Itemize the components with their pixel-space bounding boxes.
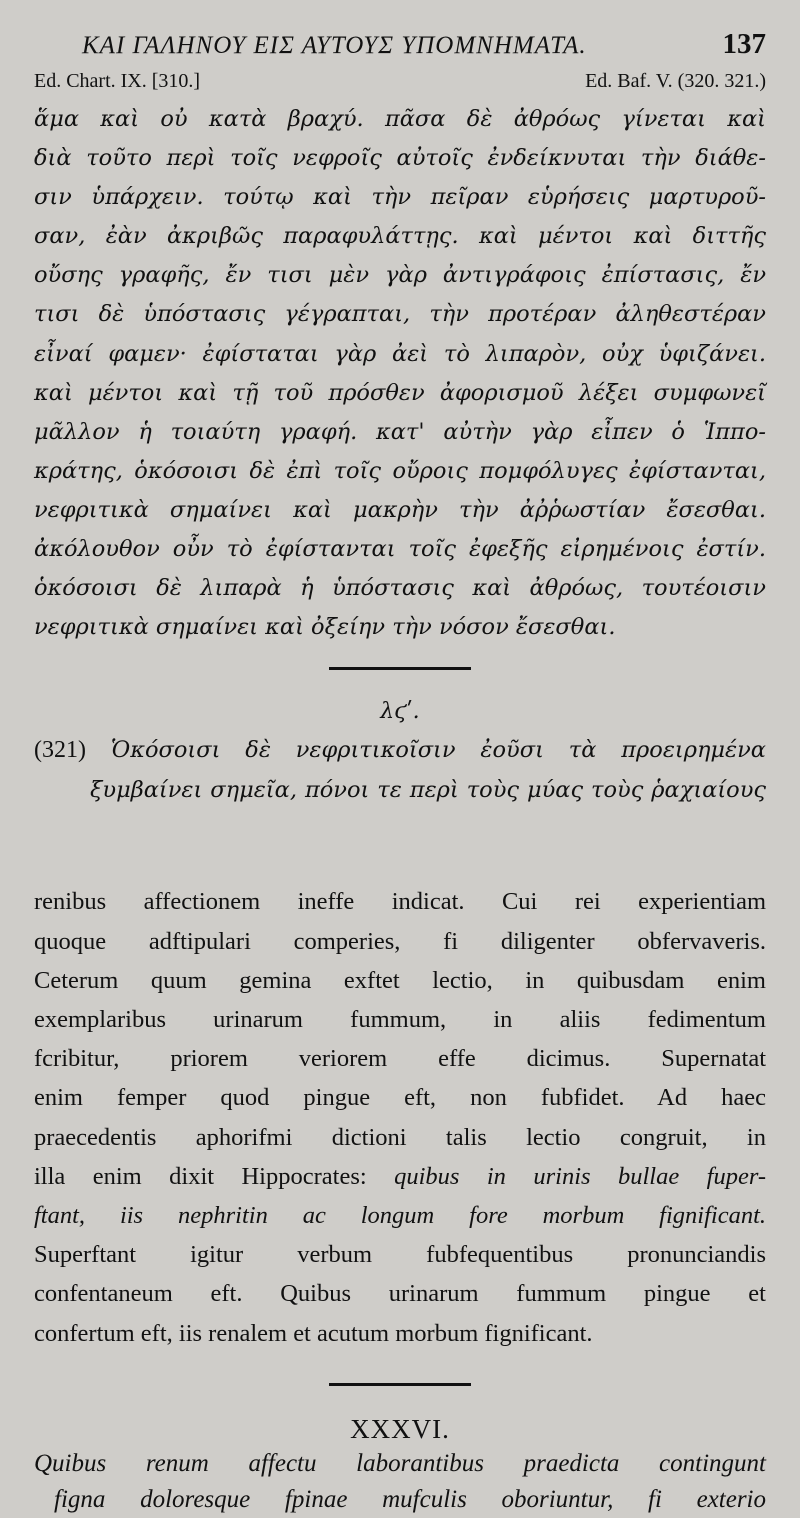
text-line: τισι δὲ ὑπόστασις γέγραπται, τὴν προτέραν ἀληθεστέραν (34, 301, 766, 328)
greek-section-number: λϛʹ. (380, 699, 420, 725)
page-number: 137 (722, 28, 766, 60)
text-line: praecedentis aphorifmi dictioni talis lectio congruit, in (34, 1123, 766, 1151)
quoted-aphorism: ftant, iis nephritin ac longum fore morbum fignificant. (34, 1201, 766, 1229)
text-line (34, 1157, 766, 1196)
text-line: σιν ὑπάρχειν. τούτῳ καὶ τὴν πεῖραν εὑρήσεις μαρτυροῦ- (34, 184, 766, 211)
text-line: κράτης, ὁκόσοισι δὲ ἐπὶ τοῖς οὔροις πομφόλυγες ἐφίστανται, (34, 457, 766, 484)
text-line (34, 1196, 766, 1235)
text-line: Ceterum quum gemina exftet lectio, in quibusdam enim (34, 966, 766, 994)
text-line: καὶ μέντοι καὶ τῇ τοῦ πρόσθεν ἀφορισμοῦ λέξει συμφωνεῖ (34, 379, 766, 406)
text-line: fcribitur, priorem veriorem effe dicimus. Supernatat (34, 1045, 766, 1073)
text-line: μᾶλλον ἡ τοιαύτη γραφή. κατ' αὐτὴν γὰρ εἶπεν ὁ Ἱππο- (34, 418, 766, 445)
aphorism-line: figna doloresque fpinae mufculis oboriuntur, fi exterio (54, 1485, 766, 1513)
quoted-aphorism: quibus in urinis bullae fuper- (394, 1162, 767, 1190)
edition-right: Ed. Baf. V. (320. 321.) (585, 70, 766, 92)
text-line: confertum eft, iis renalem et acutum morbum fignificant. (34, 1319, 593, 1347)
text-line: quoque adftipulari comperies, fi diligenter obfervaveris. (34, 927, 766, 955)
text-line: ὁκόσοισι δὲ λιπαρὰ ἡ ὑπόστασις καὶ ἀθρόως, τουτέοισιν (34, 575, 766, 602)
text-line: διὰ τοῦτο περὶ τοῖς νεφροῖς αὐτοῖς ἐνδείκνυται τὴν διάθε- (34, 145, 766, 172)
latin-commentary (34, 882, 766, 1352)
aphorism-line: ξυμβαίνει σημεῖα, πόνοι τε περὶ τοὺς μύας τοὺς ῥαχιαίους (90, 777, 766, 804)
aphorism-label: (321) (34, 737, 86, 764)
text-line: renibus affectionem ineffe indicat. Cui rei experientiam (34, 888, 766, 916)
text-line: exemplaribus urinarum fummum, in aliis fedimentum (34, 1005, 766, 1033)
text-line: confentaneum eft. Quibus urinarum fummum pingue et (34, 1280, 766, 1308)
text-line: ἀκόλουθον οὖν τὸ ἐφίστανται τοῖς ἐφεξῆς εἰρημένοις ἐστίν. (34, 536, 766, 563)
edition-references (34, 70, 766, 100)
text-line: εἶναί φαμεν· ἐφίσταται γὰρ ἀεὶ τὸ λιπαρὸν, οὐχ ὑφιζάνει. (34, 340, 766, 367)
aphorism-line: Quibus renum affectu laborantibus praedicta contingunt (34, 1449, 766, 1477)
aphorism-text: Ὁκόσοισι δὲ νεφριτικοῖσιν ἐοῦσι τὰ προειρημένα (110, 737, 767, 764)
text-line: σαν, ἐὰν ἀκριβῶς παραφυλάττῃς. καὶ μέντοι καὶ διττῆς (34, 223, 766, 250)
greek-commentary (34, 100, 766, 647)
text-fragment: illa enim dixit Hippocrates: (34, 1162, 367, 1190)
edition-left: Ed. Chart. IX. [310.] (34, 70, 201, 92)
latin-section-number: XXXVI. (350, 1413, 450, 1444)
aphorism-line (34, 730, 766, 770)
latin-aphorism (34, 1446, 766, 1518)
text-line: enim femper quod pingue eft, non fubfidet. Ad haec (34, 1084, 766, 1112)
text-line: ἅμα καὶ οὐ κατὰ βραχύ. πᾶσα δὲ ἀθρόως γίνεται καὶ (34, 106, 766, 132)
text-line: νεφριτικὰ σημαίνει καὶ μακρὴν τὴν ἀῤῥωστίαν ἔσεσθαι. (34, 496, 766, 523)
text-line: Superftant igitur verbum fubfequentibus pronunciandis (34, 1241, 766, 1269)
greek-aphorism (34, 730, 766, 810)
text-line: νεφριτικὰ σημαίνει καὶ ὀξείην τὴν νόσον ἔσεσθαι. (34, 614, 616, 641)
text-line: οὔσης γραφῆς, ἔν τισι μὲν γὰρ ἀντιγράφοις ἐπίστασις, ἔν (34, 262, 766, 289)
page-header (34, 28, 766, 68)
running-title: ΚΑΙ ΓΑΛΗΝΟΥ ΕΙΣ ΑΥΤΟΥΣ ΥΠΟΜΝΗΜΑΤΑ. (82, 32, 587, 59)
